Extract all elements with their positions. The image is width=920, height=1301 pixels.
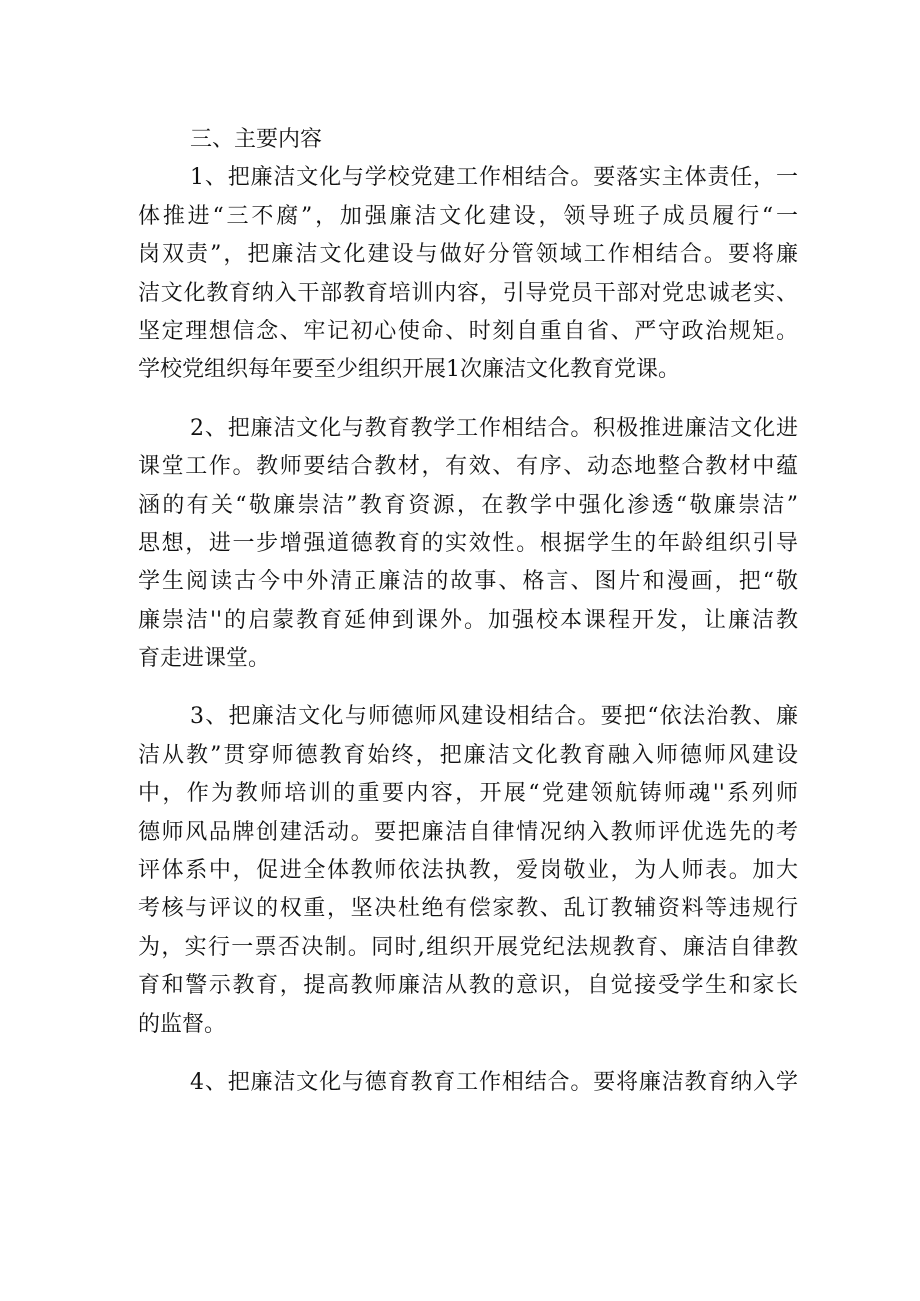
paragraph-line: 1、把廉洁文化与学校党建工作相结合。要落实主体责任，一 xyxy=(190,165,798,191)
paragraph-1 xyxy=(138,159,798,389)
paragraph-line: 考核与评议的权重，坚决杜绝有偿家教、乱订教辅资料等违规行 xyxy=(138,896,798,922)
paragraph-line: 2、把廉洁文化与教育教学工作相结合。积极推进廉洁文化进 xyxy=(190,415,798,441)
paragraph-spacer xyxy=(138,1044,798,1064)
paragraph-2 xyxy=(138,410,798,679)
paragraph-line: 德师风品牌创建活动。要把廉洁自律情况纳入教师评优选先的考 xyxy=(138,819,798,845)
paragraph-line: 中，作为教师培训的重要内容，开展“党建领航铸师魂''系列师 xyxy=(138,781,798,807)
paragraph-line: 洁文化教育纳入干部教育培训内容，引导党员干部对党忠诚老实、 xyxy=(138,280,798,306)
section-heading: 三、主要内容 xyxy=(190,127,323,152)
paragraph-line: 育走进课堂。 xyxy=(138,646,271,672)
paragraph-line: 学生阅读古今中外清正廉洁的故事、格言、图片和漫画，把“敬 xyxy=(138,569,798,595)
paragraph-line: 岗双责”，把廉洁文化建设与做好分管领域工作相结合。要将廉 xyxy=(138,242,798,268)
paragraph-spacer xyxy=(138,390,798,410)
paragraph-line: 育和警示教育，提高教师廉洁从教的意识，自觉接受学生和家长 xyxy=(138,973,798,999)
paragraph-3 xyxy=(138,698,798,1044)
paragraph-line: 4、把廉洁文化与德育教育工作相结合。要将廉洁教育纳入学 xyxy=(190,1069,798,1095)
document-body xyxy=(138,121,798,1102)
paragraph-line: 学校党组织每年要至少组织开展1次廉洁文化教育党课。 xyxy=(138,357,680,383)
paragraph-line: 为，实行一票否决制。同时,组织开展党纪法规教育、廉洁自律教 xyxy=(138,934,798,960)
paragraph-line: 洁从教”贯穿师德教育始终，把廉洁文化教育融入师德师风建设 xyxy=(138,742,798,768)
paragraph-line: 涵的有关“敬廉崇洁”教育资源，在教学中强化渗透“敬廉崇洁” xyxy=(138,492,798,518)
paragraph-line: 的监督。 xyxy=(138,1011,227,1037)
paragraph-line: 3、把廉洁文化与师德师风建设相结合。要把“依法治教、廉 xyxy=(190,704,798,730)
paragraph-4 xyxy=(138,1064,798,1102)
paragraph-line: 思想，进一步增强道德教育的实效性。根据学生的年龄组织引导 xyxy=(138,530,798,556)
paragraph-spacer xyxy=(138,678,798,698)
paragraph-line: 廉崇洁''的启蒙教育延伸到课外。加强校本课程开发，让廉洁教 xyxy=(138,607,798,633)
paragraph-line: 体推进“三不腐”，加强廉洁文化建设，领导班子成员履行“一 xyxy=(138,203,798,229)
paragraph-line: 评体系中，促进全体教师依法执教，爱岗敬业，为人师表。加大 xyxy=(138,858,798,884)
paragraph-line: 坚定理想信念、牢记初心使命、时刻自重自省、严守政治规矩。 xyxy=(138,318,798,344)
paragraph-line: 课堂工作。教师要结合教材，有效、有序、动态地整合教材中蕴 xyxy=(138,454,798,480)
